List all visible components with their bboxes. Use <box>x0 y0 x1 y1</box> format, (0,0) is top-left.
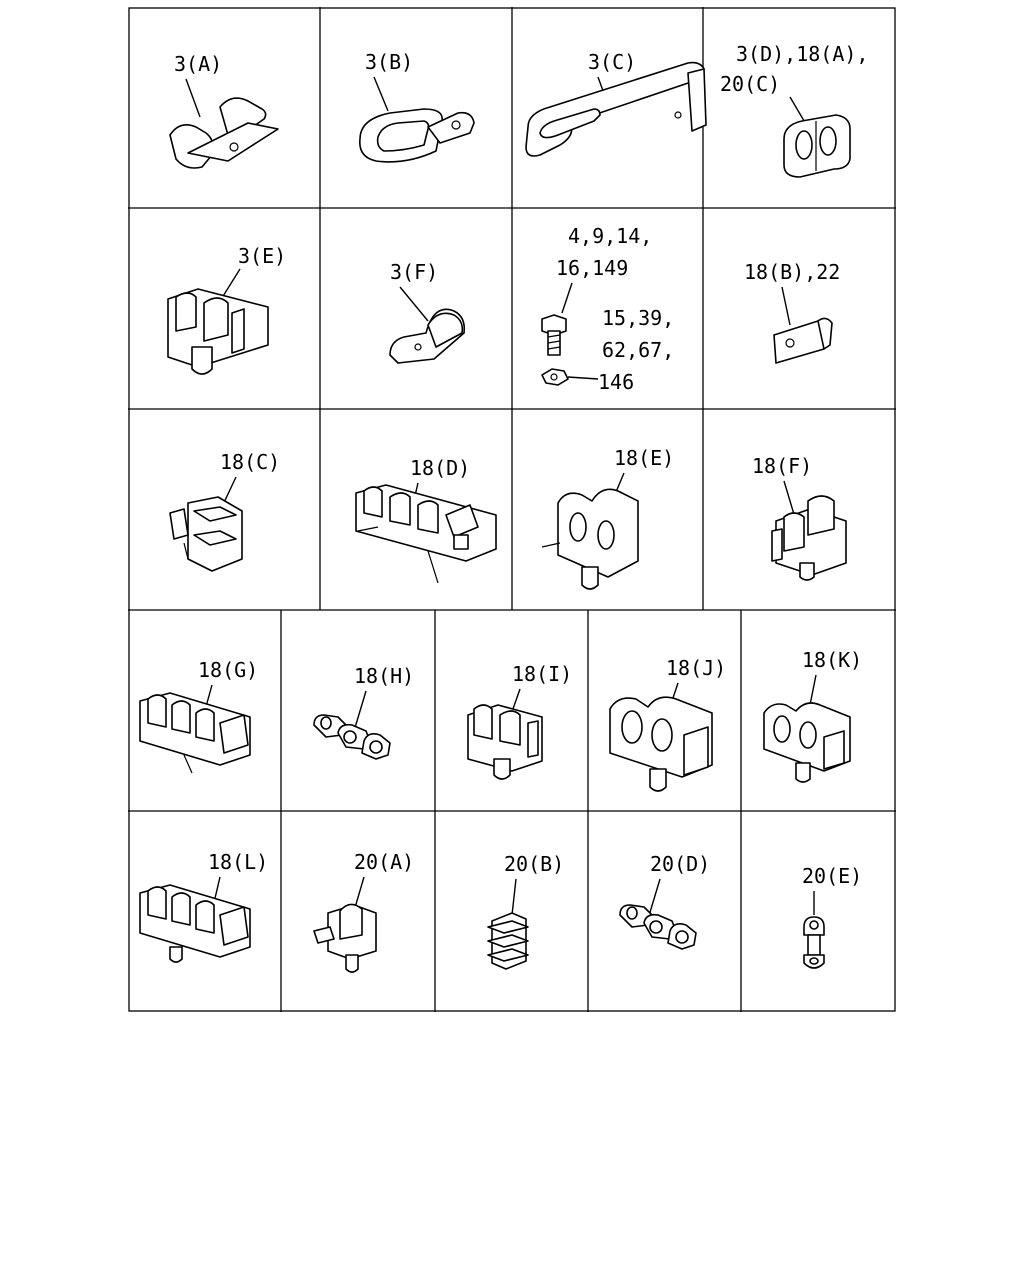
long-bracket-loop-icon <box>526 63 706 156</box>
part-label: 3(F) <box>390 260 439 284</box>
part-label: 18(I) <box>512 662 573 686</box>
part-label: 18(B),22 <box>744 260 841 284</box>
leader-line <box>782 287 790 325</box>
part-cell-r3c1 <box>170 450 280 571</box>
leader-line <box>374 77 388 111</box>
part-cell-r3c3 <box>542 446 674 589</box>
part-cell-r1c1 <box>170 52 278 168</box>
part-label: 18(H) <box>354 664 415 688</box>
part-label: 18(J) <box>666 656 727 680</box>
part-label: 20(A) <box>354 850 415 874</box>
part-cell-r1c4 <box>720 42 868 177</box>
part-label: 3(E) <box>238 244 287 268</box>
large-double-clip-icon <box>542 489 638 589</box>
stacked-clip-icon <box>488 913 528 969</box>
tube-clamp-loop-tab-icon <box>360 109 474 162</box>
part-cell-r4c1 <box>140 658 258 773</box>
bolt-and-nut-icon <box>542 315 568 385</box>
leader-line <box>568 377 598 379</box>
triple-clip-rail-icon <box>140 693 250 773</box>
part-cell-r5c3 <box>488 852 564 969</box>
part-label: 15,39, <box>602 306 675 330</box>
part-cell-r3c4 <box>752 454 846 580</box>
part-label: 18(K) <box>802 648 863 672</box>
push-pin-clip-icon <box>170 497 242 571</box>
parts-catalog-svg <box>128 7 896 1012</box>
leader-line <box>512 879 516 915</box>
parts-catalog-grid <box>128 7 896 1012</box>
leader-line <box>186 79 200 117</box>
part-cell-r1c3 <box>526 50 706 156</box>
part-label: 16,149 <box>556 256 629 280</box>
double-clip-with-pin-icon <box>764 703 850 782</box>
leader-line <box>562 283 572 313</box>
part-label: 62,67, <box>602 338 675 362</box>
part-cell-r5c4 <box>620 852 710 949</box>
part-cell-r2c1 <box>168 244 286 374</box>
part-label: 3(C) <box>588 50 637 74</box>
part-label: 18(L) <box>208 850 269 874</box>
part-label: 18(C) <box>220 450 281 474</box>
part-cell-r5c5 <box>802 864 862 968</box>
tube-clip-double-hook-icon <box>170 98 278 168</box>
part-label: 20(B) <box>504 852 565 876</box>
part-label: 146 <box>598 370 635 394</box>
triple-clip-rail-icon <box>140 885 250 962</box>
part-cell-r4c5 <box>764 648 862 782</box>
part-label: 20(D) <box>650 852 711 876</box>
chain-clip-icon <box>314 715 390 759</box>
double-clip-with-pin-icon <box>168 289 268 374</box>
saddle-clamp-icon <box>390 309 464 363</box>
part-label: 18(F) <box>752 454 813 478</box>
part-cell-r3c2 <box>356 456 496 583</box>
part-cell-r2c4 <box>744 260 840 363</box>
leader-line <box>400 287 428 321</box>
bent-plate-bracket-icon <box>774 318 832 363</box>
chain-clip-icon <box>620 905 696 949</box>
part-cell-r5c2 <box>314 850 414 972</box>
double-pipe-clip-icon <box>784 115 850 177</box>
leader-line <box>354 691 366 731</box>
part-label: 4,9,14, <box>568 224 653 248</box>
part-label: 3(D),18(A), <box>736 42 869 66</box>
part-cell-r5c1 <box>140 850 268 962</box>
double-clip-stand-icon <box>772 496 846 580</box>
part-cell-r4c4 <box>610 656 726 791</box>
part-cell-r1c2 <box>360 50 474 162</box>
part-cell-r2c2 <box>390 260 464 363</box>
small-vertical-clip-icon <box>804 917 824 968</box>
part-cell-r4c3 <box>468 662 572 779</box>
double-clip-with-pin-icon <box>468 705 542 779</box>
part-label: 18(D) <box>410 456 471 480</box>
part-cell-r4c2 <box>314 664 414 759</box>
part-label: 18(G) <box>198 658 259 682</box>
triple-clip-with-pin-icon <box>356 485 496 583</box>
part-cell-r2c3 <box>542 224 674 394</box>
part-label: 3(B) <box>365 50 414 74</box>
part-label: 18(E) <box>614 446 675 470</box>
part-label: 20(C) <box>720 72 781 96</box>
part-label: 3(A) <box>174 52 223 76</box>
single-clip-with-pin-icon <box>314 904 376 972</box>
part-label: 20(E) <box>802 864 863 888</box>
large-double-clip-icon <box>610 697 712 791</box>
